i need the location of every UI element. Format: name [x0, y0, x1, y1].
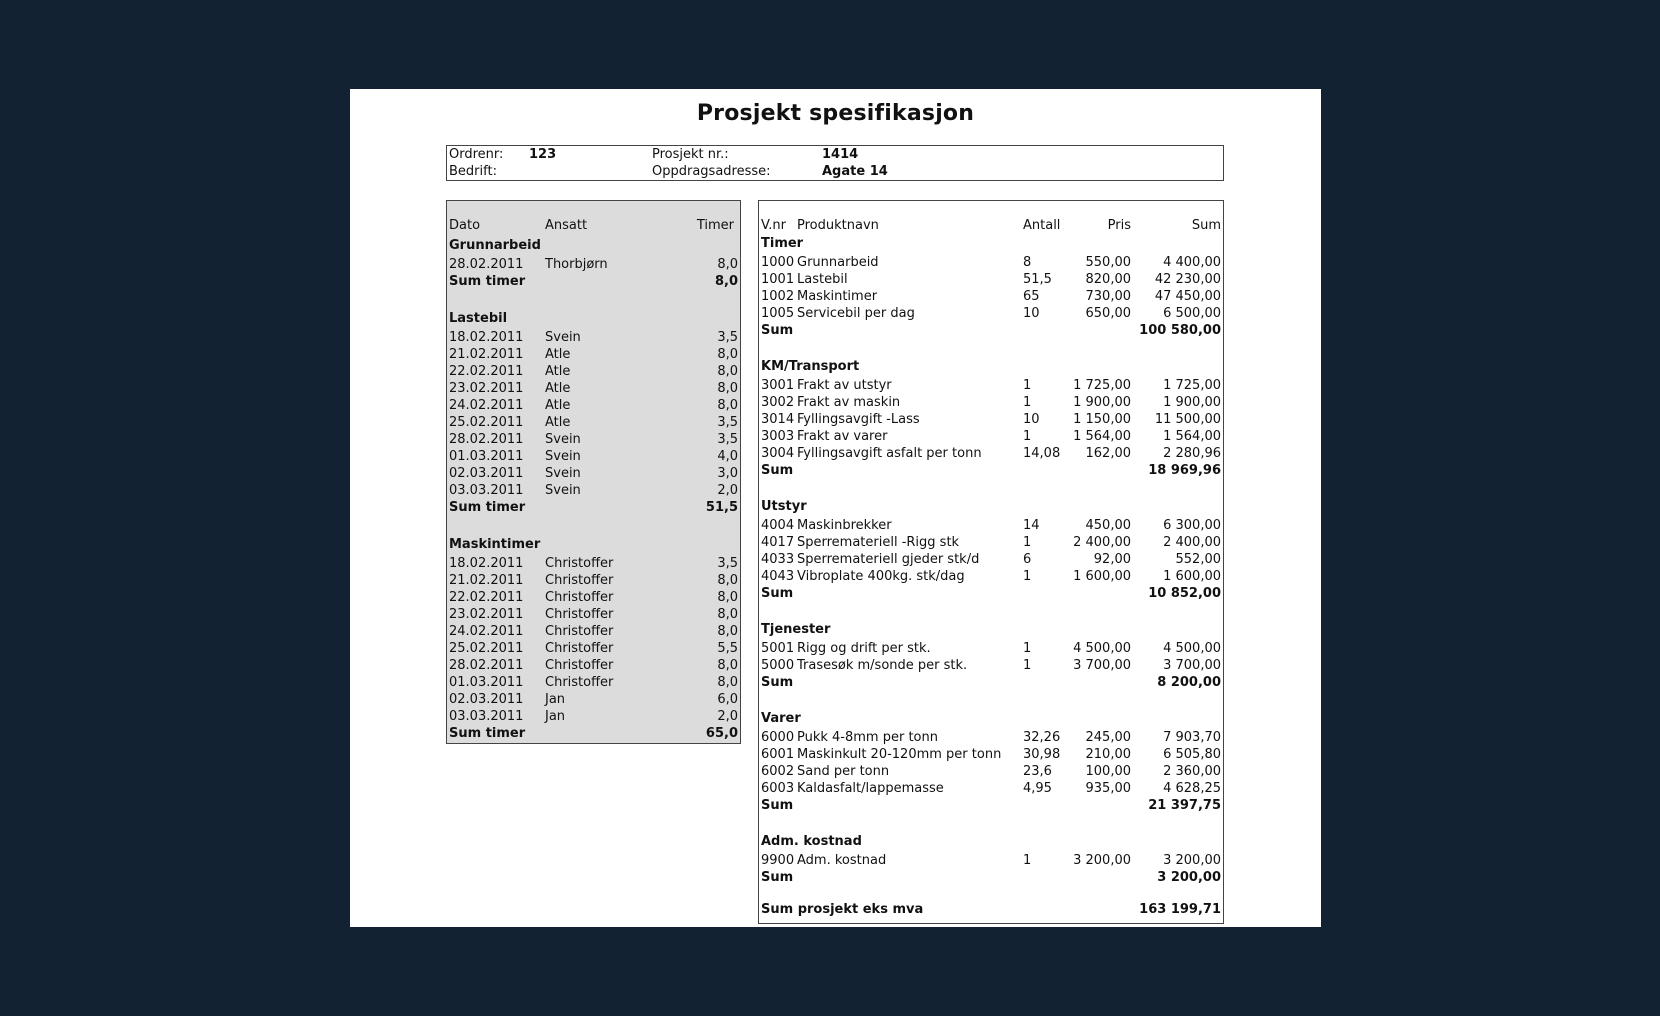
- cell-ansatt: Svein: [545, 330, 581, 345]
- cell-vnr: 6001: [761, 747, 795, 762]
- total-value: 163 199,71: [1139, 902, 1221, 917]
- prosjekt-label: Prosjekt nr.:: [652, 147, 729, 162]
- cell-timer: 2,0: [717, 483, 738, 498]
- cell-vnr: 1005: [761, 306, 795, 321]
- sum-value: 51,5: [705, 500, 738, 515]
- cell-sum: 1 725,00: [1163, 378, 1221, 393]
- cell-ansatt: Christoffer: [545, 641, 614, 656]
- products-row: [759, 535, 1223, 551]
- products-group-title: [759, 236, 1223, 252]
- group-name: Tjenester: [761, 622, 831, 637]
- cell-vnr: 6002: [761, 764, 795, 779]
- cell-pris: 1 600,00: [1073, 569, 1131, 584]
- cell-pris: 1 725,00: [1073, 378, 1131, 393]
- cell-sum: 11 500,00: [1154, 412, 1221, 427]
- sum-label: Sum timer: [449, 500, 526, 515]
- sum-value: 100 580,00: [1139, 323, 1221, 338]
- cell-ansatt: Svein: [545, 449, 581, 464]
- cell-vnr: 4004: [761, 518, 795, 533]
- hours-row: [447, 607, 740, 623]
- cell-produktnavn: Sperremateriell gjeder stk/d: [797, 552, 980, 567]
- products-row: [759, 412, 1223, 428]
- hours-table: [446, 200, 741, 744]
- sum-label: Sum timer: [449, 726, 526, 741]
- cell-pris: 650,00: [1085, 306, 1131, 321]
- cell-sum: 6 300,00: [1163, 518, 1221, 533]
- cell-timer: 3,5: [717, 415, 738, 430]
- sum-label: Sum: [761, 675, 794, 690]
- cell-timer: 3,5: [717, 432, 738, 447]
- hours-row: [447, 381, 740, 397]
- ordrenr-value: 123: [529, 147, 557, 162]
- cell-antall: 1: [1023, 853, 1032, 868]
- cell-timer: 3,0: [717, 466, 738, 481]
- products-row: [759, 641, 1223, 657]
- hours-row: [447, 556, 740, 572]
- hours-group-title: [447, 537, 740, 553]
- products-row: [759, 289, 1223, 305]
- cell-antall: 6: [1023, 552, 1032, 567]
- sum-value: 3 200,00: [1157, 870, 1221, 885]
- sum-label: Sum: [761, 798, 794, 813]
- cell-dato: 21.02.2011: [449, 573, 524, 588]
- hours-row: [447, 347, 740, 363]
- cell-vnr: 5001: [761, 641, 795, 656]
- cell-sum: 4 500,00: [1163, 641, 1221, 656]
- cell-antall: 1: [1023, 395, 1032, 410]
- cell-ansatt: Thorbjørn: [545, 257, 608, 272]
- hours-row: [447, 330, 740, 346]
- cell-produktnavn: Sand per tonn: [797, 764, 890, 779]
- group-name: Lastebil: [449, 311, 508, 326]
- cell-sum: 3 200,00: [1163, 853, 1221, 868]
- cell-pris: 1 564,00: [1073, 429, 1131, 444]
- cell-produktnavn: Frakt av varer: [797, 429, 888, 444]
- cell-pris: 100,00: [1085, 764, 1131, 779]
- cell-timer: 2,0: [717, 709, 738, 724]
- cell-produktnavn: Grunnarbeid: [797, 255, 879, 270]
- cell-antall: 1: [1023, 641, 1032, 656]
- hours-row: [447, 658, 740, 674]
- products-row: [759, 853, 1223, 869]
- cell-produktnavn: Fyllingsavgift -Lass: [797, 412, 920, 427]
- hours-row: [447, 641, 740, 657]
- cell-timer: 8,0: [717, 364, 738, 379]
- cell-vnr: 3003: [761, 429, 795, 444]
- cell-vnr: 6003: [761, 781, 795, 796]
- cell-produktnavn: Maskinkult 20-120mm per tonn: [797, 747, 1002, 762]
- cell-produktnavn: Kaldasfalt/lappemasse: [797, 781, 944, 796]
- products-row: [759, 552, 1223, 568]
- hours-row: [447, 257, 740, 273]
- cell-antall: 65: [1023, 289, 1040, 304]
- header-ansatt: Ansatt: [545, 218, 588, 233]
- cell-antall: 32,26: [1023, 730, 1061, 745]
- cell-pris: 1 150,00: [1073, 412, 1131, 427]
- cell-timer: 8,0: [717, 257, 738, 272]
- cell-pris: 450,00: [1085, 518, 1131, 533]
- sum-label: Sum: [761, 463, 794, 478]
- cell-pris: 3 700,00: [1073, 658, 1131, 673]
- cell-timer: 6,0: [717, 692, 738, 707]
- products-row: [759, 446, 1223, 462]
- cell-vnr: 9900: [761, 853, 795, 868]
- cell-dato: 24.02.2011: [449, 398, 524, 413]
- products-row: [759, 272, 1223, 288]
- adresse-label: Oppdragsadresse:: [652, 164, 771, 179]
- products-sum-row: [759, 798, 1223, 814]
- cell-vnr: 3004: [761, 446, 795, 461]
- cell-dato: 25.02.2011: [449, 415, 524, 430]
- group-name: Timer: [761, 236, 804, 251]
- cell-pris: 3 200,00: [1073, 853, 1131, 868]
- cell-sum: 4 628,25: [1163, 781, 1221, 796]
- hours-group-title: [447, 238, 740, 254]
- products-row: [759, 764, 1223, 780]
- sum-label: Sum timer: [449, 274, 526, 289]
- hours-row: [447, 415, 740, 431]
- adresse-value: Agate 14: [822, 164, 888, 179]
- hours-header-row: [447, 218, 740, 234]
- cell-ansatt: Christoffer: [545, 624, 614, 639]
- cell-produktnavn: Frakt av maskin: [797, 395, 901, 410]
- project-info-box: [446, 145, 1224, 181]
- sum-label: Sum: [761, 323, 794, 338]
- cell-antall: 30,98: [1023, 747, 1061, 762]
- cell-sum: 6 505,80: [1163, 747, 1221, 762]
- cell-ansatt: Svein: [545, 483, 581, 498]
- header-vnr: V.nr: [761, 218, 786, 233]
- products-row: [759, 378, 1223, 394]
- cell-vnr: 4043: [761, 569, 795, 584]
- products-row: [759, 255, 1223, 271]
- products-row: [759, 306, 1223, 322]
- hours-row: [447, 432, 740, 448]
- cell-pris: 162,00: [1085, 446, 1131, 461]
- header-antall: Antall: [1023, 218, 1061, 233]
- header-dato: Dato: [449, 218, 481, 233]
- hours-row: [447, 590, 740, 606]
- cell-produktnavn: Adm. kostnad: [797, 853, 887, 868]
- hours-row: [447, 398, 740, 414]
- cell-produktnavn: Vibroplate 400kg. stk/dag: [797, 569, 965, 584]
- cell-produktnavn: Pukk 4-8mm per tonn: [797, 730, 938, 745]
- cell-produktnavn: Fyllingsavgift asfalt per tonn: [797, 446, 982, 461]
- cell-antall: 10: [1023, 412, 1040, 427]
- products-row: [759, 429, 1223, 445]
- prosjekt-value: 1414: [822, 147, 859, 162]
- cell-timer: 8,0: [717, 607, 738, 622]
- cell-antall: 14: [1023, 518, 1040, 533]
- cell-pris: 730,00: [1085, 289, 1131, 304]
- cell-ansatt: Atle: [545, 415, 571, 430]
- products-sum-row: [759, 463, 1223, 479]
- cell-antall: 23,6: [1023, 764, 1052, 779]
- cell-produktnavn: Lastebil: [797, 272, 848, 287]
- cell-vnr: 1001: [761, 272, 795, 287]
- cell-pris: 245,00: [1085, 730, 1131, 745]
- hours-row: [447, 483, 740, 499]
- cell-dato: 22.02.2011: [449, 364, 524, 379]
- cell-timer: 8,0: [717, 398, 738, 413]
- header-pris: Pris: [1107, 218, 1131, 233]
- cell-pris: 820,00: [1085, 272, 1131, 287]
- cell-antall: 1: [1023, 535, 1032, 550]
- cell-dato: 18.02.2011: [449, 330, 524, 345]
- cell-ansatt: Svein: [545, 432, 581, 447]
- document-page: [350, 89, 1321, 927]
- cell-dato: 23.02.2011: [449, 607, 524, 622]
- cell-antall: 14,08: [1023, 446, 1061, 461]
- products-table: [758, 200, 1224, 924]
- cell-produktnavn: Rigg og drift per stk.: [797, 641, 931, 656]
- cell-dato: 21.02.2011: [449, 347, 524, 362]
- cell-produktnavn: Sperremateriell -Rigg stk: [797, 535, 960, 550]
- cell-dato: 28.02.2011: [449, 257, 524, 272]
- group-name: Utstyr: [761, 499, 807, 514]
- cell-vnr: 6000: [761, 730, 795, 745]
- cell-produktnavn: Frakt av utstyr: [797, 378, 892, 393]
- cell-dato: 25.02.2011: [449, 641, 524, 656]
- cell-sum: 3 700,00: [1163, 658, 1221, 673]
- products-sum-row: [759, 675, 1223, 691]
- cell-ansatt: Christoffer: [545, 607, 614, 622]
- cell-vnr: 3002: [761, 395, 795, 410]
- cell-vnr: 3001: [761, 378, 795, 393]
- cell-pris: 210,00: [1085, 747, 1131, 762]
- cell-sum: 42 230,00: [1154, 272, 1221, 287]
- cell-vnr: 5000: [761, 658, 795, 673]
- cell-vnr: 1000: [761, 255, 795, 270]
- cell-timer: 3,5: [717, 556, 738, 571]
- cell-antall: 10: [1023, 306, 1040, 321]
- products-row: [759, 518, 1223, 534]
- cell-vnr: 1002: [761, 289, 795, 304]
- products-sum-row: [759, 870, 1223, 886]
- cell-timer: 8,0: [717, 347, 738, 362]
- cell-ansatt: Atle: [545, 347, 571, 362]
- cell-ansatt: Atle: [545, 364, 571, 379]
- sum-value: 10 852,00: [1148, 586, 1221, 601]
- products-header-row: [759, 218, 1223, 234]
- cell-ansatt: Christoffer: [545, 556, 614, 571]
- sum-value: 18 969,96: [1148, 463, 1221, 478]
- cell-ansatt: Christoffer: [545, 573, 614, 588]
- cell-sum: 47 450,00: [1154, 289, 1221, 304]
- hours-row: [447, 466, 740, 482]
- cell-ansatt: Svein: [545, 466, 581, 481]
- cell-timer: 8,0: [717, 658, 738, 673]
- cell-dato: 02.03.2011: [449, 692, 524, 707]
- cell-sum: 2 280,96: [1163, 446, 1221, 461]
- cell-ansatt: Atle: [545, 398, 571, 413]
- group-name: Grunnarbeid: [449, 238, 541, 253]
- cell-dato: 01.03.2011: [449, 675, 524, 690]
- hours-row: [447, 364, 740, 380]
- cell-antall: 8: [1023, 255, 1032, 270]
- cell-sum: 1 600,00: [1163, 569, 1221, 584]
- cell-vnr: 3014: [761, 412, 795, 427]
- sum-value: 21 397,75: [1148, 798, 1221, 813]
- hours-sum-row: [447, 726, 740, 742]
- cell-ansatt: Christoffer: [545, 675, 614, 690]
- header-timer: Timer: [696, 218, 734, 233]
- cell-timer: 8,0: [717, 573, 738, 588]
- cell-produktnavn: Trasesøk m/sonde per stk.: [797, 658, 968, 673]
- cell-dato: 03.03.2011: [449, 709, 524, 724]
- sum-value: 8 200,00: [1157, 675, 1221, 690]
- cell-antall: 1: [1023, 569, 1032, 584]
- cell-sum: 1 900,00: [1163, 395, 1221, 410]
- cell-timer: 8,0: [717, 624, 738, 639]
- cell-vnr: 4017: [761, 535, 795, 550]
- sum-value: 65,0: [705, 726, 738, 741]
- products-sum-row: [759, 323, 1223, 339]
- sum-value: 8,0: [714, 274, 738, 289]
- cell-dato: 18.02.2011: [449, 556, 524, 571]
- header-produktnavn: Produktnavn: [797, 218, 879, 233]
- group-name: Maskintimer: [449, 537, 541, 552]
- cell-dato: 02.03.2011: [449, 466, 524, 481]
- products-group-title: [759, 711, 1223, 727]
- hours-group-title: [447, 311, 740, 327]
- cell-antall: 4,95: [1023, 781, 1052, 796]
- hours-row: [447, 692, 740, 708]
- cell-ansatt: Jan: [545, 709, 566, 724]
- cell-timer: 8,0: [717, 675, 738, 690]
- cell-produktnavn: Maskintimer: [797, 289, 878, 304]
- document-title: Prosjekt spesifikasjon: [696, 101, 975, 126]
- hours-row: [447, 573, 740, 589]
- products-row: [759, 658, 1223, 674]
- group-name: Varer: [761, 711, 801, 726]
- cell-pris: 935,00: [1085, 781, 1131, 796]
- group-name: Adm. kostnad: [761, 834, 862, 849]
- cell-produktnavn: Servicebil per dag: [797, 306, 915, 321]
- hours-sum-row: [447, 274, 740, 290]
- products-row: [759, 747, 1223, 763]
- cell-dato: 01.03.2011: [449, 449, 524, 464]
- cell-dato: 22.02.2011: [449, 590, 524, 605]
- cell-antall: 1: [1023, 429, 1032, 444]
- hours-sum-row: [447, 500, 740, 516]
- cell-ansatt: Atle: [545, 381, 571, 396]
- cell-timer: 4,0: [717, 449, 738, 464]
- cell-antall: 1: [1023, 658, 1032, 673]
- cell-antall: 1: [1023, 378, 1032, 393]
- cell-timer: 8,0: [717, 381, 738, 396]
- cell-sum: 2 360,00: [1163, 764, 1221, 779]
- products-group-title: [759, 359, 1223, 375]
- hours-row: [447, 624, 740, 640]
- cell-timer: 8,0: [717, 590, 738, 605]
- total-label: Sum prosjekt eks mva: [761, 902, 924, 917]
- hours-row: [447, 709, 740, 725]
- sum-label: Sum: [761, 586, 794, 601]
- cell-sum: 6 500,00: [1163, 306, 1221, 321]
- cell-dato: 24.02.2011: [449, 624, 524, 639]
- products-group-title: [759, 622, 1223, 638]
- cell-sum: 552,00: [1175, 552, 1221, 567]
- cell-ansatt: Jan: [545, 692, 566, 707]
- cell-dato: 28.02.2011: [449, 658, 524, 673]
- products-sum-row: [759, 586, 1223, 602]
- cell-pris: 2 400,00: [1073, 535, 1131, 550]
- cell-pris: 1 900,00: [1073, 395, 1131, 410]
- products-row: [759, 395, 1223, 411]
- sum-label: Sum: [761, 870, 794, 885]
- products-group-title: [759, 834, 1223, 850]
- ordrenr-label: Ordrenr:: [449, 147, 504, 162]
- cell-produktnavn: Maskinbrekker: [797, 518, 892, 533]
- cell-pris: 4 500,00: [1073, 641, 1131, 656]
- cell-sum: 2 400,00: [1163, 535, 1221, 550]
- cell-sum: 4 400,00: [1163, 255, 1221, 270]
- cell-timer: 3,5: [717, 330, 738, 345]
- project-total-row: [759, 902, 1223, 918]
- header-sum: Sum: [1191, 218, 1221, 233]
- cell-sum: 7 903,70: [1163, 730, 1221, 745]
- cell-vnr: 4033: [761, 552, 795, 567]
- cell-pris: 92,00: [1093, 552, 1131, 567]
- cell-ansatt: Christoffer: [545, 590, 614, 605]
- cell-antall: 51,5: [1023, 272, 1052, 287]
- products-row: [759, 569, 1223, 585]
- group-name: KM/Transport: [761, 359, 860, 374]
- cell-timer: 5,5: [717, 641, 738, 656]
- cell-dato: 28.02.2011: [449, 432, 524, 447]
- cell-sum: 1 564,00: [1163, 429, 1221, 444]
- products-row: [759, 781, 1223, 797]
- products-group-title: [759, 499, 1223, 515]
- cell-pris: 550,00: [1085, 255, 1131, 270]
- products-row: [759, 730, 1223, 746]
- cell-dato: 03.03.2011: [449, 483, 524, 498]
- hours-row: [447, 449, 740, 465]
- cell-ansatt: Christoffer: [545, 658, 614, 673]
- hours-row: [447, 675, 740, 691]
- cell-dato: 23.02.2011: [449, 381, 524, 396]
- bedrift-label: Bedrift:: [449, 164, 497, 179]
